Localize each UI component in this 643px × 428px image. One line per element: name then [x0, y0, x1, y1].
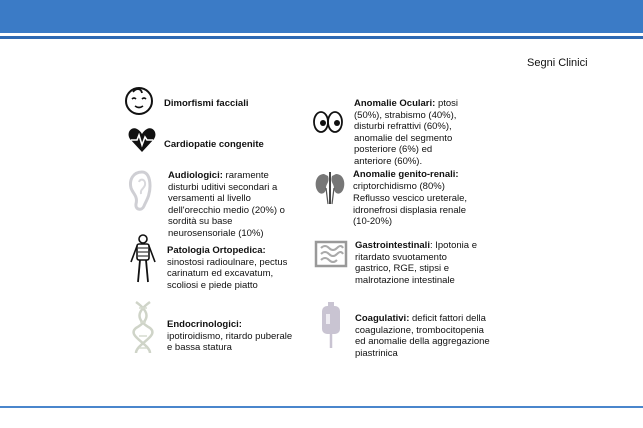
blood-bag-icon	[320, 302, 342, 348]
dna-icon	[132, 300, 154, 355]
heart-pulse-icon	[127, 126, 157, 154]
footer-divider	[0, 406, 643, 408]
ocular-text: Anomalie Oculari: ptosi (50%), strabismo (40%), disturbi refrattivi (60%), anomalie del segmento posteriore (6%) ed anteriore (60%).	[354, 98, 459, 167]
genitorenal-text-2: Reflusso vescico ureterale, idronefrosi displasia renale (10-20%)	[353, 193, 468, 227]
eyes-icon	[313, 110, 343, 134]
slide-title: Segni Clinici	[527, 57, 588, 69]
skeleton-icon	[128, 234, 158, 284]
intestine-icon	[312, 236, 350, 272]
congenital-heart-title: Cardiopatie congenite	[164, 139, 264, 150]
audiological-text: Audiologici: raramente disturbi uditivi secondari a versamenti al livello dell'orecchio medio (20%) o sordità su base neurosensoriale (10%)	[168, 170, 285, 239]
ear-icon	[128, 170, 152, 212]
gastrointestinal-text: Gastrointestinali: Ipotonia e ritardato svuotamento gastrico, RGE, stipsi e malrotazione intestinale	[355, 240, 477, 286]
baby-face-icon	[124, 86, 154, 116]
header-bar	[0, 0, 643, 36]
orthopedic-text: Patologia Ortopedica: sinostosi radioulnare, pectus carinatum ed excavatum, scoliosi e piede piatto	[167, 245, 288, 291]
coagulation-text: Coagulativi: deficit fattori della coagulazione, trombocitopenia ed anomalie della aggregazione piastrinica	[355, 313, 490, 359]
genitorenal-text: Anomalie genito-renali: criptorchidismo (80%)	[353, 169, 459, 192]
kidney-icon	[314, 170, 346, 206]
endocrine-text: Endocrinologici: ipotiroidismo, ritardo puberale e bassa statura	[167, 319, 293, 353]
facial-dysmorphism-title: Dimorfismi facciali	[164, 98, 249, 109]
